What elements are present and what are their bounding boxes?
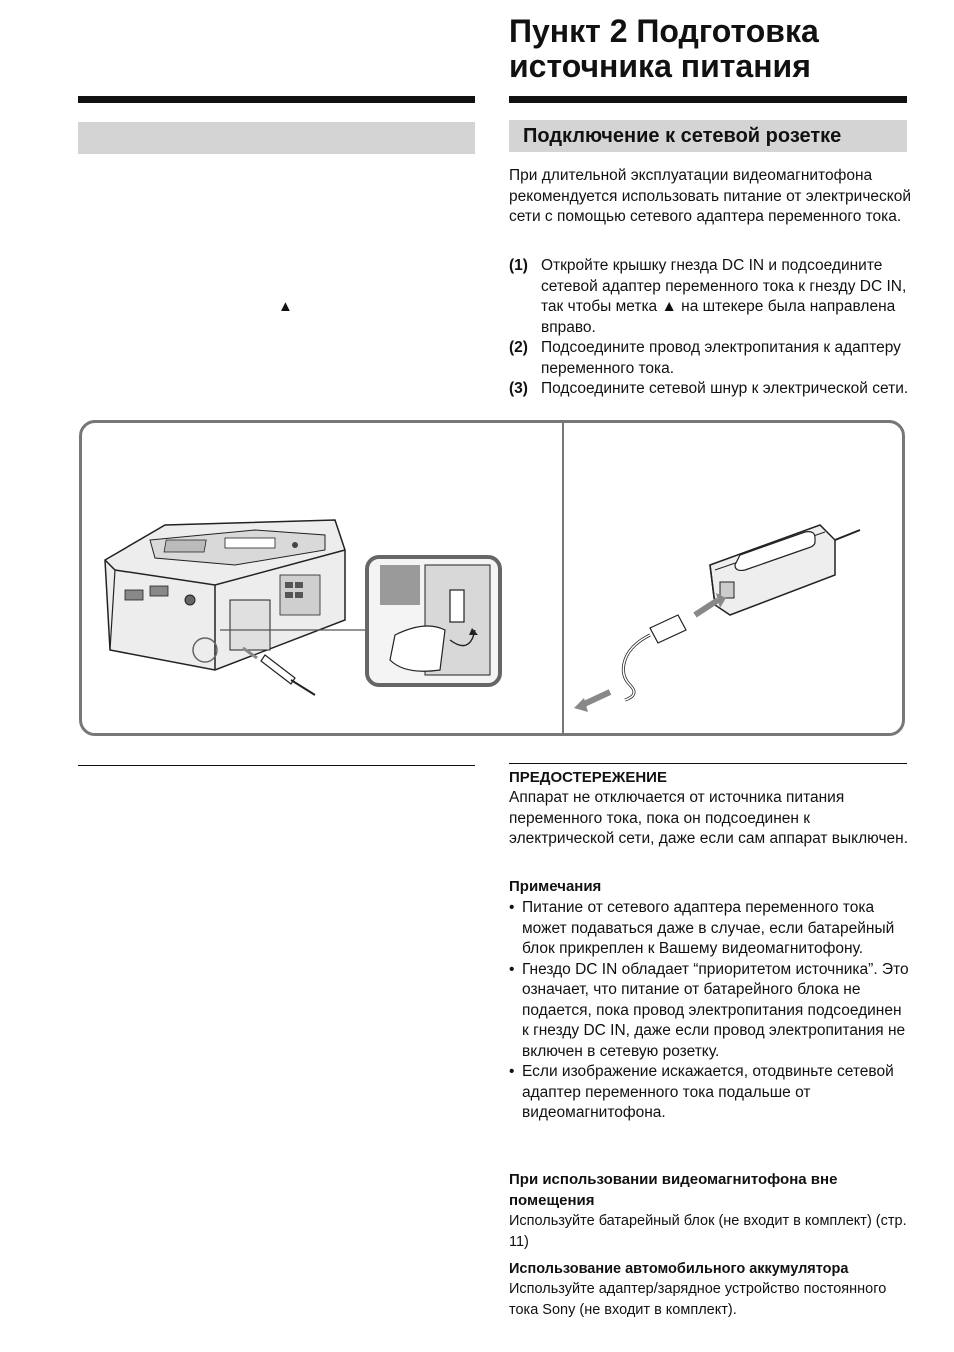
triangle-mark-icon: ▲ [278,298,293,315]
left-heading-rule [78,96,475,103]
notes-heading: Примечания [509,878,602,895]
note-item: • Питание от сетевого адаптера переменного тока может подаваться даже в случае, если батарейный блок прикреплен к Вашему видеомагнитофону. [509,898,909,960]
right-thin-rule [509,763,907,764]
outdoor-block [509,1170,909,1252]
caution-text: Аппарат не отключается от источника питания переменного тока, пока он подсоединен к электрической сети, даже если сам аппарат выключен. [509,789,909,847]
step-text: Подсоедините провод электропитания к адаптеру переменного тока. [541,339,901,377]
section-heading: Подключение к сетевой розетке [523,125,842,147]
step-number: (1) [509,257,528,274]
outdoor-heading: При использовании видеомагнитофона вне помещения [509,1171,838,1209]
caution-heading: ПРЕДОСТЕРЕЖЕНИЕ [509,769,667,786]
adapter-illustration [570,520,890,720]
step-number: (2) [509,339,528,356]
step-text: Откройте крышку гнезда DC IN и подсоедините сетевой адаптер переменного тока к гнезду DC IN, так чтобы метка ▲ на штекере была направлена вправо. [541,257,907,336]
step-item [509,338,909,379]
caution-block [509,768,909,850]
step-number: (3) [509,380,528,397]
outdoor-text: Используйте батарейный блок (не входит в комплект) (стр. 11) [509,1213,907,1250]
step-item [509,256,909,338]
car-battery-text: Используйте адаптер/зарядное устройство постоянного тока Sony (не входит в комплект). [509,1281,887,1318]
right-heading-rule [509,96,907,103]
steps-list [509,256,909,400]
car-battery-block [509,1259,909,1320]
step-text: Подсоедините сетевой шнур к электрической сети. [541,380,909,397]
intro-paragraph: При длительной эксплуатации видеомагнитофона рекомендуется использовать питание от электрической сети с помощью сетевого адаптера переменного тока. [509,167,912,225]
step-item [509,379,909,400]
left-section-band [78,122,475,154]
notes-block [509,877,909,1124]
vcr-illustration [95,490,515,710]
page-title: Пункт 2 Подготовка источника питания [509,13,819,84]
left-thin-rule [78,765,475,766]
car-battery-heading: Использование автомобильного аккумулятора [509,1261,849,1277]
notes-list [509,898,909,1124]
note-item: • Гнездо DC IN обладает “приоритетом источника”. Это означает, что питание от батарейного блока не подается, пока провод электропитания подсоединен к гнезду DC IN, даже если провод электропитания не включен в сетевую розетку. [509,960,909,1063]
illustration-divider [562,423,564,736]
note-item: • Если изображение искажается, отодвиньте сетевой адаптер переменного тока подальше от видеомагнитофона. [509,1062,909,1124]
